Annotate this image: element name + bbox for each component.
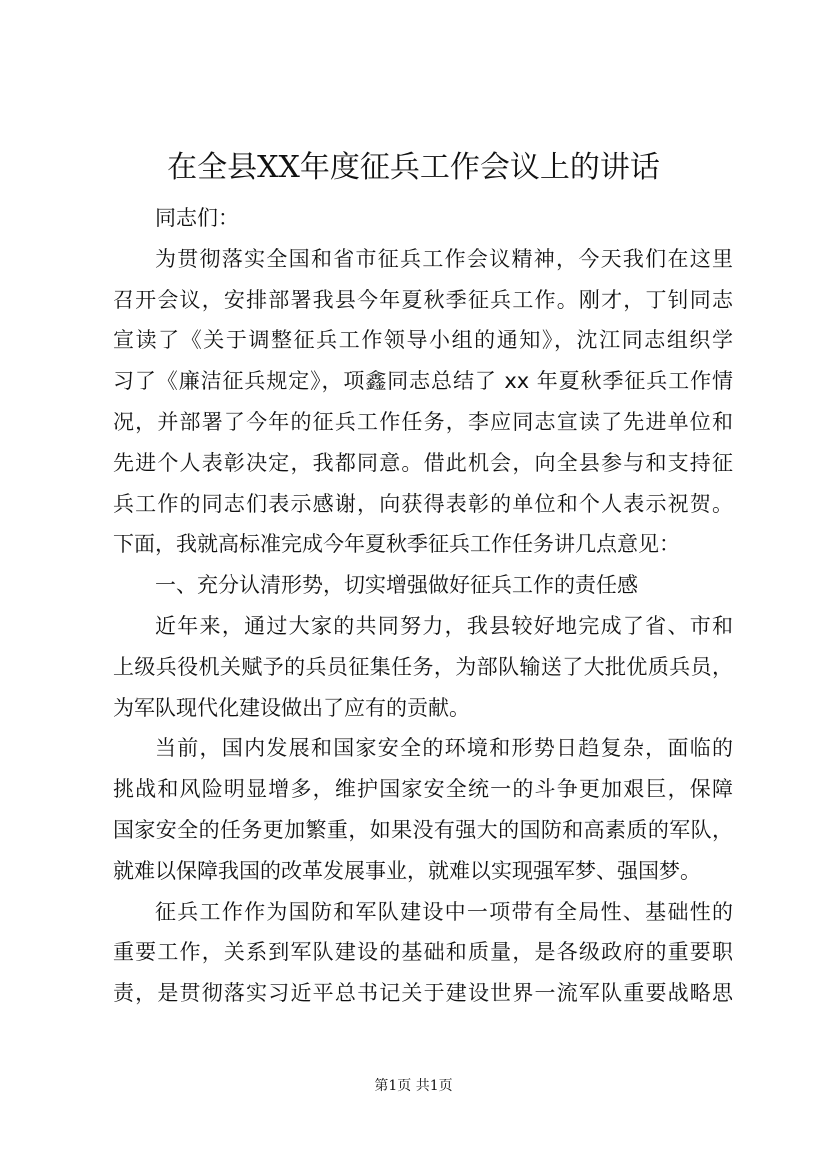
body-line: 就难以保障我国的改革发展事业，就难以实现强军梦、强国梦。	[113, 858, 701, 883]
body-line: 召开会议，安排部署我县今年夏秋季征兵工作。刚才，丁钊同志	[113, 287, 733, 312]
body-line: 责，是贯彻落实习近平总书记关于建设世界一流军队重要战略思	[113, 981, 733, 1006]
body-line: 兵工作的同志们表示感谢，向获得表彰的单位和个人表示祝贺。	[113, 491, 733, 516]
body-line: 上级兵役机关赋予的兵员征集任务，为部队输送了大批优质兵员，	[113, 654, 733, 679]
document-body	[113, 198, 733, 1014]
body-line: 下面，我就高标准完成今年夏秋季征兵工作任务讲几点意见：	[113, 532, 680, 557]
body-line: 为军队现代化建设做出了应有的贡献。	[113, 695, 470, 720]
page-footer: 第1页 共1页	[374, 1078, 453, 1094]
body-line: 征兵工作作为国防和军队建设中一项带有全局性、基础性的	[155, 899, 733, 924]
document-title: 在全县XX年度征兵工作会议上的讲话	[167, 150, 660, 185]
body-line: 挑战和风险明显增多，维护国家安全统一的斗争更加艰巨，保障	[113, 777, 733, 802]
salutation-line: 同志们：	[155, 206, 239, 230]
body-line: 为贯彻落实全国和省市征兵工作会议精神，今天我们在这里	[155, 246, 733, 271]
body-line: 近年来，通过大家的共同努力，我县较好地完成了省、市和	[155, 613, 733, 638]
section-heading: 一、充分认清形势，切实增强做好征兵工作的责任感	[155, 573, 638, 598]
body-line: 况，并部署了今年的征兵工作任务，李应同志宣读了先进单位和	[113, 409, 733, 434]
body-line: 先进个人表彰决定，我都同意。借此机会，向全县参与和支持征	[113, 450, 733, 475]
body-line: 重要工作，关系到军队建设的基础和质量，是各级政府的重要职	[113, 940, 733, 965]
body-line: 当前，国内发展和国家安全的环境和形势日趋复杂，面临的	[155, 736, 733, 761]
body-line: 习了《廉洁征兵规定》，项鑫同志总结了 xx 年夏秋季征兵工作情	[113, 369, 733, 394]
body-line: 宣读了《关于调整征兵工作领导小组的通知》，沈江同志组织学	[113, 328, 733, 353]
body-line: 国家安全的任务更加繁重，如果没有强大的国防和高素质的军队，	[113, 817, 733, 842]
